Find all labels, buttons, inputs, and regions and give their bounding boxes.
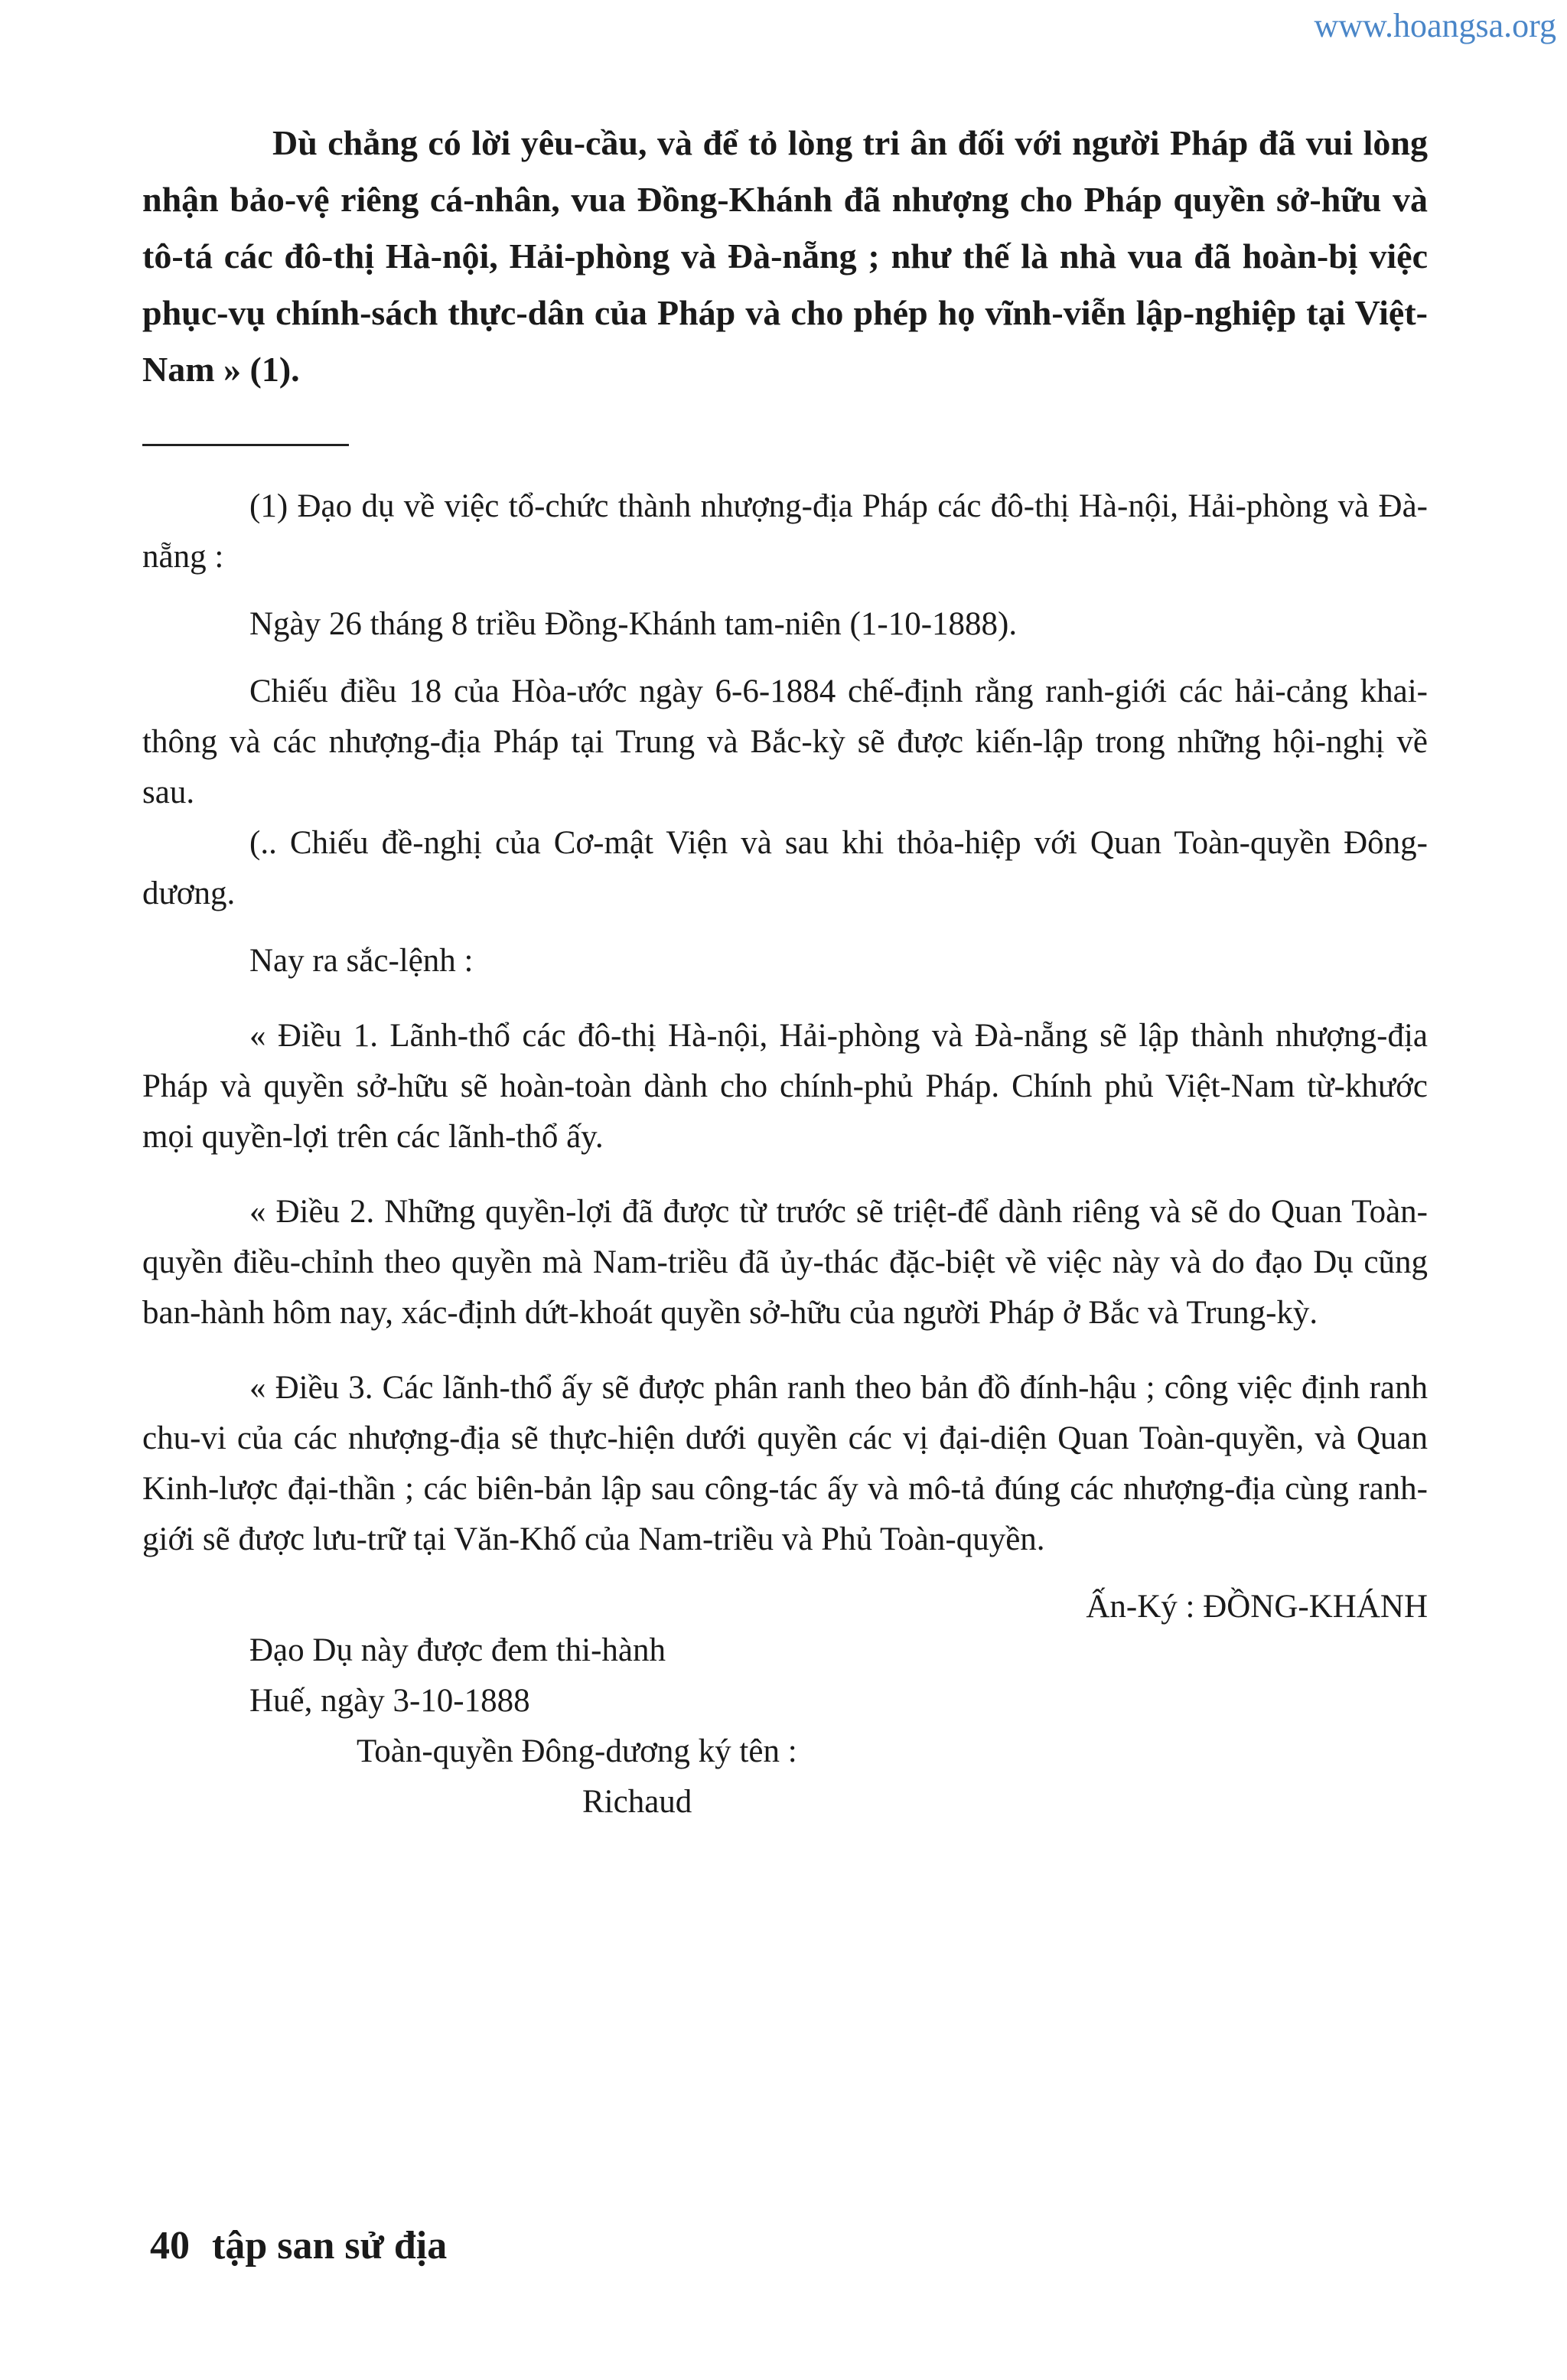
closing-line-2: Huế, ngày 3-10-1888 — [249, 1683, 530, 1719]
page-footer — [150, 2223, 447, 2268]
site-url[interactable]: www.hoangsa.org — [1314, 7, 1556, 44]
closing-signatory: Richaud — [582, 1784, 692, 1820]
article-1: « Điều 1. Lãnh-thổ các đô-thị Hà-nội, Hải-phòng và Đà-nẵng sẽ lập thành nhượng-địa Pháp và quyền sở-hữu sẽ hoàn-toàn dành cho chính-phủ Pháp. Chính phủ Việt-Nam từ-khước mọi quyền-lợi trên các lãnh-thổ ấy. — [142, 1018, 1428, 1155]
main-paragraph-text: Dù chẳng có lời yêu-cầu, và để tỏ lòng tri ân đối với người Pháp đã vui lòng nhận bảo-vệ riêng cá-nhân, vua Đồng-Khánh đã nhượng cho Pháp quyền sở-hữu và tô-tá các đô-thị Hà-nội, Hải-phòng và Đà-nẵng ; như thế là nhà vua đã hoàn-bị việc phục-vụ chính-sách thực-dân của Pháp và cho phép họ vĩnh-viễn lập-nghiệp tại Việt-Nam » (1). — [142, 123, 1428, 389]
footnote-paragraph-3: Nay ra sắc-lệnh : — [249, 943, 474, 979]
page-number: 40 — [150, 2224, 190, 2268]
publication-name: tập san sử địa — [212, 2224, 448, 2268]
closing-block — [142, 1625, 1428, 1827]
footnote — [142, 481, 1428, 1625]
article-2: « Điều 2. Những quyền-lợi đã được từ trước sẽ triệt-để dành riêng và sẽ do Quan Toàn-quyền điều-chỉnh theo quyền mà Nam-triều đã ủy-thác đặc-biệt về việc này và do đạo Dụ cũng ban-hành hôm nay, xác-định dứt-khoát quyền sở-hữu của người Pháp ở Bắc và Trung-kỳ. — [142, 1194, 1428, 1331]
footnote-paragraph-1: Chiếu điều 18 của Hòa-ước ngày 6-6-1884 chế-định rằng ranh-giới các hải-cảng khai-thông và các nhượng-địa Pháp tại Trung và Bắc-kỳ sẽ được kiến-lập trong những hội-nghị về sau. — [142, 673, 1428, 810]
article-3: « Điều 3. Các lãnh-thổ ấy sẽ được phân ranh theo bản đồ đính-hậu ; công việc định ranh chu-vi của các nhượng-địa sẽ thực-hiện dưới quyền các vị đại-diện Quan Toàn-quyền, và Quan Kinh-lược đại-thần ; các biên-bản lập sau công-tác ấy và mô-tả đúng các nhượng-địa cùng ranh-giới sẽ được lưu-trữ tại Văn-Khố của Nam-triều và Phủ Toàn-quyền. — [142, 1370, 1428, 1557]
footnote-date-line: Ngày 26 tháng 8 triều Đồng-Khánh tam-niên (1-10-1888). — [249, 606, 1018, 642]
closing-line-3: Toàn-quyền Đông-dương ký tên : — [357, 1733, 797, 1769]
royal-seal-signature: Ấn-Ký : ĐỒNG-KHÁNH — [1086, 1589, 1428, 1625]
footnote-divider — [142, 444, 349, 446]
footnote-title: (1) Đạo dụ về việc tổ-chức thành nhượng-địa Pháp các đô-thị Hà-nội, Hải-phòng và Đà-nẵng : — [142, 488, 1428, 575]
page-content — [142, 115, 1428, 1827]
closing-line-1: Đạo Dụ này được đem thi-hành — [249, 1632, 666, 1668]
footnote-paragraph-2: (.. Chiếu đề-nghị của Cơ-mật Viện và sau khi thỏa-hiệp với Quan Toàn-quyền Đông-dương. — [142, 825, 1428, 911]
main-paragraph — [142, 115, 1428, 398]
